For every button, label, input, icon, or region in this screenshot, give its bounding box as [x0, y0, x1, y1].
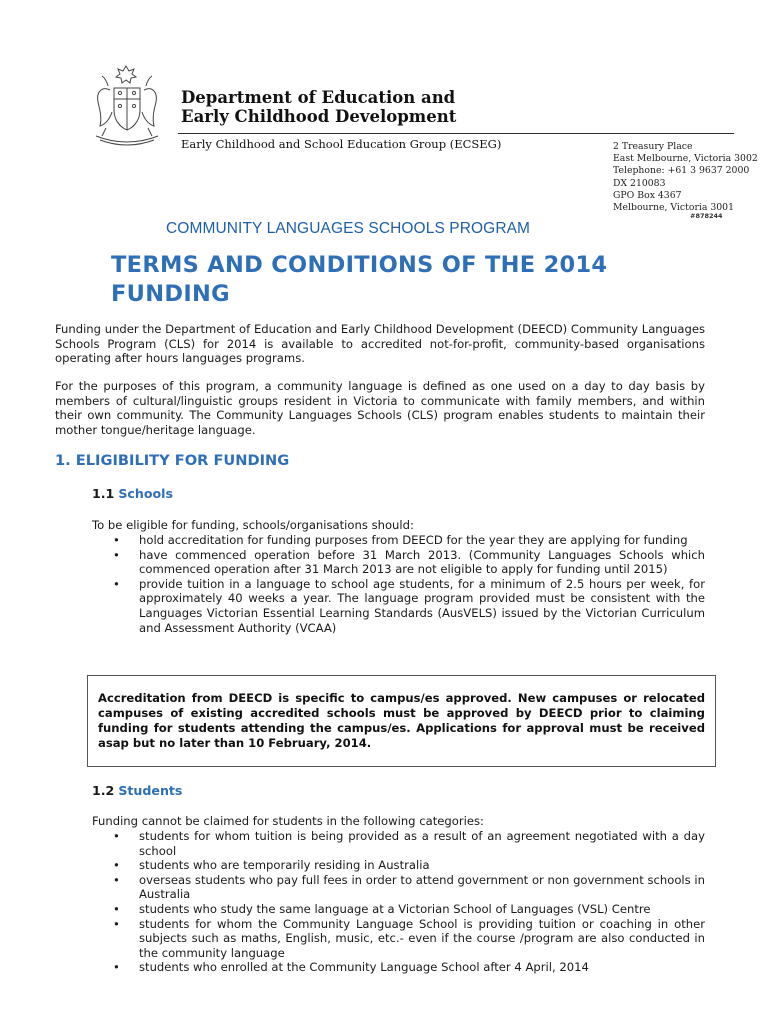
- list-item: [111, 829, 705, 858]
- intro-paragraph-2: For the purposes of this program, a community language is defined as one used on a day to day basis by members of cultural/linguistic groups resident in Victoria to communicate with family members, and within their own community. The Community Languages Schools (CLS) program enables students to maintain their mother tongue/heritage language.: [55, 379, 705, 437]
- students-intro: Funding cannot be claimed for students in the following categories:: [92, 814, 484, 828]
- section-heading-eligibility: 1. ELIGIBILITY FOR FUNDING: [55, 452, 290, 469]
- group-name: Early Childhood and School Education Group (ECSEG): [181, 137, 502, 151]
- list-item: [111, 858, 705, 873]
- list-item: [111, 917, 705, 961]
- subsection-heading-students: [92, 783, 182, 798]
- subsection-number: 1.1: [92, 486, 115, 501]
- bullet-icon: •: [113, 858, 120, 873]
- list-item-text: students for whom tuition is being provided as a result of an agreement negotiated with a day school: [139, 829, 705, 858]
- document-title: TERMS AND CONDITIONS OF THE 2014 FUNDING: [111, 252, 608, 307]
- schools-intro: To be eligible for funding, schools/organisations should:: [92, 518, 414, 532]
- list-item: [111, 577, 705, 635]
- bullet-icon: •: [113, 901, 120, 916]
- list-item: [111, 548, 705, 577]
- list-item-text: students who are temporarily residing in Australia: [139, 858, 430, 873]
- list-item: [111, 902, 705, 917]
- address-line: Telephone: +61 3 9637 2000: [613, 165, 750, 177]
- bullet-icon: •: [113, 576, 120, 591]
- bullet-icon: •: [113, 960, 120, 975]
- program-title: COMMUNITY LANGUAGES SCHOOLS PROGRAM: [166, 220, 531, 237]
- reference-number: #878244: [690, 212, 723, 220]
- list-item: [111, 873, 705, 902]
- address-line: East Melbourne, Victoria 3002: [613, 153, 758, 165]
- list-item: [111, 960, 705, 975]
- address-line: DX 210083: [613, 177, 666, 189]
- bullet-icon: •: [113, 872, 120, 887]
- bullet-icon: •: [113, 916, 120, 931]
- bullet-icon: •: [113, 533, 120, 547]
- list-item-text: hold accreditation for funding purposes from DEECD for the year they are applying for funding: [139, 533, 688, 547]
- list-item-text: have commenced operation before 31 March 2013. (Community Languages Schools which commenced operation after 31 March 2013 are not eligible to apply for funding until 2015): [139, 547, 705, 577]
- department-line-1: Department of Education and: [181, 88, 456, 107]
- schools-criteria-list: [111, 533, 705, 635]
- list-item-text: students who enrolled at the Community Language School after 4 April, 2014: [139, 960, 589, 975]
- list-item-text: students for whom the Community Language School is providing tuition or coaching in other subjects such as maths, English, music, etc.- even if the course /program are also conducted in the community language: [139, 916, 705, 960]
- accreditation-notice-text: Accreditation from DEECD is specific to campus/es approved. New campuses or relocated campuses of existing accredited schools must be approved by DEECD prior to claiming funding for students attending the campus/es. Applications for approval must be received asap but no later than 10 February, 2014.: [98, 691, 705, 750]
- list-item: [111, 533, 705, 548]
- subsection-title: Schools: [118, 486, 173, 501]
- intro-paragraph-1: Funding under the Department of Education and Early Childhood Development (DEECD) Community Languages Schools Program (CLS) for 2014 is available to accredited not-for-profit, community-based organisations operating after hours languages programs.: [55, 322, 705, 366]
- header-rule: [178, 133, 734, 134]
- bullet-icon: •: [113, 829, 120, 843]
- subsection-number: 1.2: [92, 783, 115, 798]
- list-item-text: overseas students who pay full fees in order to attend government or non government schools in Australia: [139, 872, 705, 902]
- address-line: GPO Box 4367: [613, 189, 682, 201]
- department-line-2: Early Childhood Development: [181, 107, 457, 126]
- address-line: Melbourne, Victoria 3001: [613, 202, 735, 214]
- department-name: [181, 88, 456, 126]
- postal-address: [613, 141, 758, 214]
- list-item-text: students who study the same language at a Victorian School of Languages (VSL) Centre: [139, 901, 651, 916]
- subsection-heading-schools: [92, 486, 173, 501]
- coat-of-arms-icon: [88, 62, 166, 150]
- bullet-icon: •: [113, 547, 120, 562]
- subsection-title: Students: [118, 783, 183, 798]
- accreditation-notice-box: [87, 675, 716, 767]
- list-item-text: provide tuition in a language to school age students, for a minimum of 2.5 hours per week, for approximately 40 weeks a year. The language program provided must be consistent with the Languages Victorian Essential Learning Standards (AusVELS) issued by the Victorian Curriculum and Assessment Authority (VCAA): [139, 576, 705, 635]
- students-exclusion-list: [111, 829, 705, 975]
- address-line: 2 Treasury Place: [613, 141, 693, 152]
